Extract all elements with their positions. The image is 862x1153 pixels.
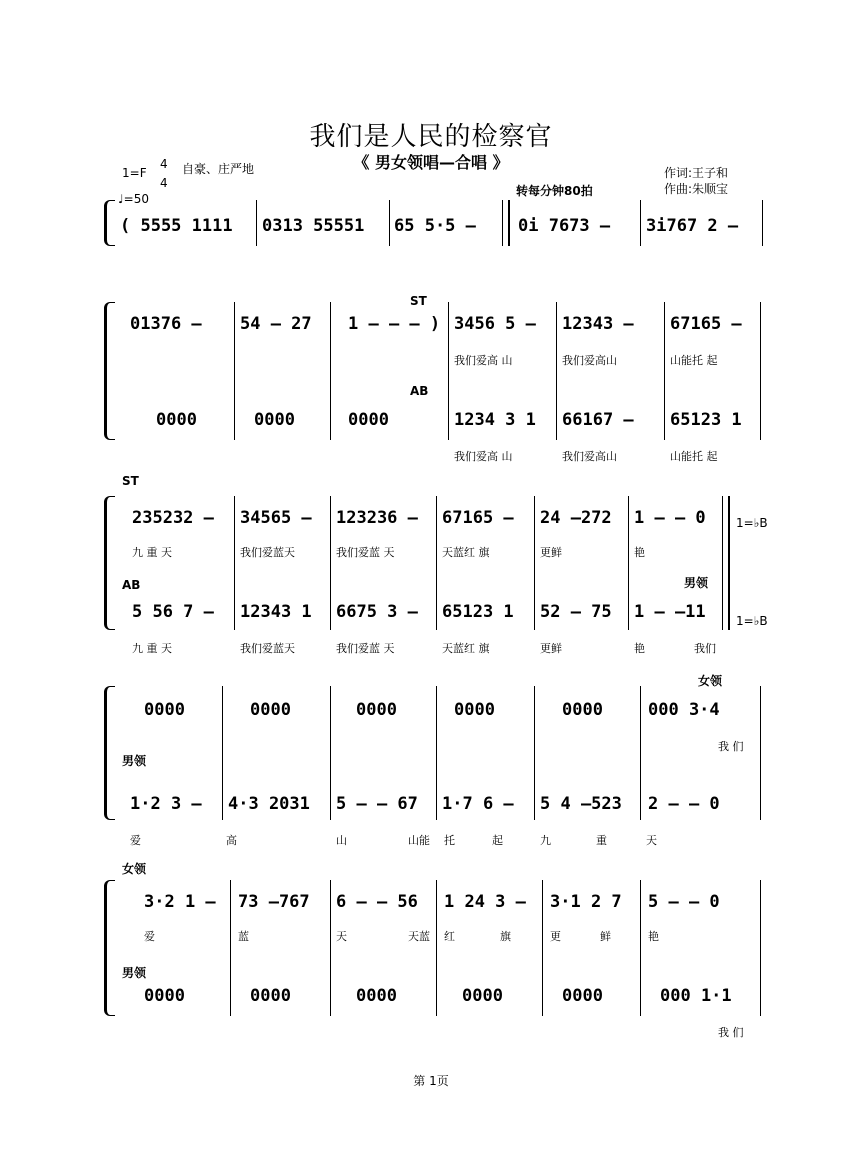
system-bracket	[104, 200, 115, 246]
lyric: 九 重 天	[132, 642, 172, 655]
measure: 1234 3 1	[454, 410, 536, 430]
measure: 34565 –	[240, 508, 312, 528]
lyric: 我 们	[718, 740, 744, 753]
lyric: 我们爱蓝天	[240, 546, 295, 559]
measure: 54 – 27	[240, 314, 312, 334]
score-system-5	[104, 880, 764, 1016]
measure: 12343 –	[562, 314, 634, 334]
lyric: 九 重 天	[132, 546, 172, 559]
time-top: 4	[160, 157, 168, 171]
measure: 01376 –	[130, 314, 202, 334]
lyric: 我们爱蓝 天	[336, 546, 395, 559]
measure: 0i 7673 –	[518, 216, 611, 236]
measure: 5 4 –523	[540, 794, 622, 814]
measure: 0000	[156, 410, 197, 430]
lyric: 我们爱高 山	[454, 450, 513, 463]
lyric: 更鲜	[540, 642, 562, 655]
measure: 0000	[562, 986, 603, 1006]
lyric: 起	[492, 834, 503, 847]
measure: 65 5·5 –	[394, 216, 476, 236]
measure: 0313 55551	[262, 216, 365, 236]
measure: 0000	[250, 700, 291, 720]
measure: 67165 –	[670, 314, 742, 334]
lyric: 高	[226, 834, 237, 847]
measure: 65123 1	[442, 602, 514, 622]
key-change: 1=♭B	[736, 516, 768, 530]
lyric: 托	[444, 834, 455, 847]
score-system-2	[104, 294, 764, 440]
measure: 0000	[144, 986, 185, 1006]
lyric: 我们爱高 山	[454, 354, 513, 367]
system-bracket	[104, 880, 115, 1016]
song-subtitle: 《 男女领唱—合唱 》	[353, 153, 509, 172]
key-signature: 1=F	[122, 166, 147, 180]
measure: 3456 5 –	[454, 314, 536, 334]
lyric: 九	[540, 834, 551, 847]
page-number: 第 1页	[413, 1074, 449, 1088]
score-system-3	[104, 496, 764, 630]
measure: 5 – – 0	[648, 892, 720, 912]
measure: 3·1 2 7	[550, 892, 622, 912]
measure: 2 – – 0	[648, 794, 720, 814]
lyric: 天蓝红 旗	[442, 642, 490, 655]
voice-label: 男领	[122, 754, 147, 768]
measure: 123236 –	[336, 508, 418, 528]
measure: 3i767 2 –	[646, 216, 739, 236]
key-change: 1=♭B	[736, 614, 768, 628]
measure: 1·2 3 –	[130, 794, 202, 814]
measure: 0000	[462, 986, 503, 1006]
measure: 1 24 3 –	[444, 892, 526, 912]
lyric: 天	[646, 834, 657, 847]
lyric: 我们爱高山	[562, 354, 617, 367]
system-bracket	[104, 496, 115, 630]
lyric: 我 们	[718, 1026, 744, 1039]
measure: 0000	[348, 410, 389, 430]
measure: 000 1·1	[660, 986, 732, 1006]
lyric: 蓝	[238, 930, 249, 943]
measure: 5 – – 67	[336, 794, 418, 814]
composer: 作曲:朱顺宝	[664, 182, 729, 196]
lyric: 我们爱蓝天	[240, 642, 295, 655]
measure: 1 – – 0	[634, 508, 706, 528]
measure: 235232 –	[132, 508, 214, 528]
voice-label: 女领	[698, 674, 723, 688]
measure: 6675 3 –	[336, 602, 418, 622]
voice-label: ST	[122, 474, 139, 488]
lyric: 红	[444, 930, 455, 943]
measure: 1·7 6 –	[442, 794, 514, 814]
voice-label: 男领	[684, 576, 709, 590]
voice-label: AB	[410, 384, 429, 398]
lyric: 天	[336, 930, 347, 943]
voice-label: ST	[410, 294, 427, 308]
measure: 0000	[454, 700, 495, 720]
measure: 3·2 1 –	[144, 892, 216, 912]
measure: 5 56 7 –	[132, 602, 214, 622]
measure: 0000	[144, 700, 185, 720]
voice-label: AB	[122, 578, 141, 592]
measure: 000 3·4	[648, 700, 720, 720]
lyric: 我们爱高山	[562, 450, 617, 463]
expression-mark: 自豪、庄严地	[182, 162, 255, 176]
tempo-change: 转每分钟80拍	[516, 184, 593, 198]
lyric: 天蓝红 旗	[442, 546, 490, 559]
measure: 66167 –	[562, 410, 634, 430]
lyric: 山	[336, 834, 347, 847]
measure: 4·3 2031	[228, 794, 310, 814]
lyric: 山能	[408, 834, 430, 847]
measure: 67165 –	[442, 508, 514, 528]
measure: 52 – 75	[540, 602, 612, 622]
lyric: 艳	[648, 930, 659, 943]
measure: 6 – – 56	[336, 892, 418, 912]
song-title: 我们是人民的检察官	[309, 122, 553, 152]
score-system-1	[104, 200, 764, 246]
lyric: 爱	[144, 930, 155, 943]
lyric: 更鲜	[540, 546, 562, 559]
system-bracket	[104, 686, 115, 820]
time-bottom: 4	[160, 176, 168, 190]
lyric: 重	[596, 834, 607, 847]
lyric: 旗	[500, 930, 511, 943]
measure: ( 5555 1111	[120, 216, 233, 236]
lyric: 爱	[130, 834, 141, 847]
lyric: 鲜	[600, 930, 611, 943]
measure: 24 –272	[540, 508, 612, 528]
lyric: 我们	[694, 642, 716, 655]
voice-label: 女领	[122, 862, 147, 876]
measure: 1 – –11	[634, 602, 706, 622]
measure: 1 – – – )	[348, 314, 441, 334]
measure: 0000	[356, 700, 397, 720]
lyric: 我们爱蓝 天	[336, 642, 395, 655]
measure: 0000	[562, 700, 603, 720]
lyric: 山能托 起	[670, 354, 718, 367]
lyric: 更	[550, 930, 561, 943]
measure: 0000	[254, 410, 295, 430]
measure: 0000	[250, 986, 291, 1006]
lyricist: 作词:王子和	[664, 166, 729, 180]
system-bracket	[104, 302, 115, 440]
measure: 73 –767	[238, 892, 310, 912]
lyric: 山能托 起	[670, 450, 718, 463]
measure: 0000	[356, 986, 397, 1006]
lyric: 天蓝	[408, 930, 430, 943]
score-system-4	[104, 686, 764, 820]
lyric: 艳	[634, 642, 645, 655]
measure: 12343 1	[240, 602, 312, 622]
lyric: 艳	[634, 546, 645, 559]
measure: 65123 1	[670, 410, 742, 430]
voice-label: 男领	[122, 966, 147, 980]
tempo-mark: ♩=50	[118, 192, 149, 206]
